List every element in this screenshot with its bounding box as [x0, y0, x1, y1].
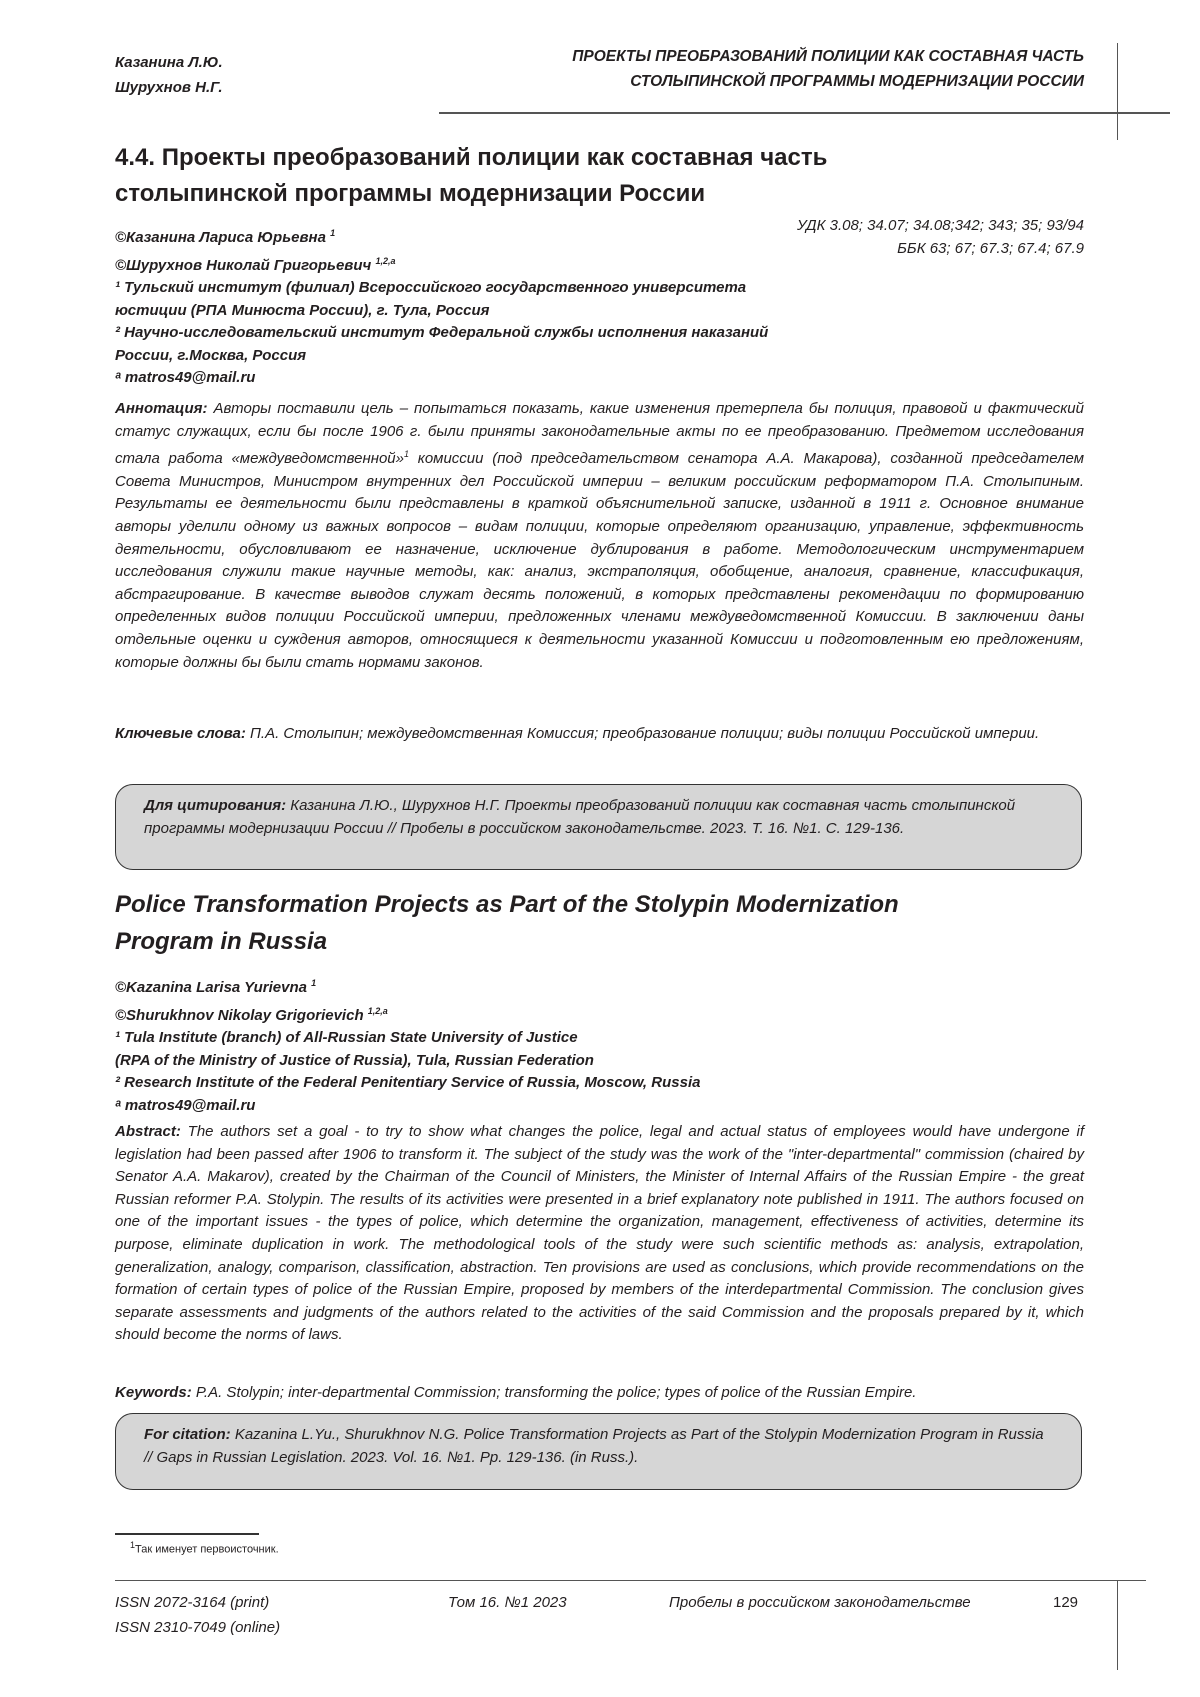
- article-title-en: [115, 886, 1015, 960]
- author-sup: 1,2,a: [375, 256, 395, 266]
- citation-label: Для цитирования:: [144, 797, 286, 814]
- citation-text: Казанина Л.Ю., Шурухнов Н.Г. Проекты преобразований полиции как составная часть столыпинской программы модернизации России // Пробелы в российском законодательстве. 2023. Т. 16. №1. С. 129-136.: [144, 797, 1015, 837]
- bbk: ББК 63; 67; 67.3; 67.4; 67.9: [797, 237, 1084, 260]
- journal-name: Пробелы в российском законодательстве: [669, 1590, 971, 1615]
- keywords-text: П.А. Столыпин; междуведомственная Комиссия; преобразование полиции; виды полиции Российской империи.: [246, 725, 1039, 742]
- keywords-text: P.A. Stolypin; inter-departmental Commission; transforming the police; types of police of the Russian Empire.: [192, 1384, 917, 1401]
- abstract-label: Abstract:: [115, 1123, 181, 1140]
- author-sup: 1: [311, 978, 316, 988]
- issn-print: ISSN 2072-3164 (print): [115, 1590, 280, 1615]
- citation-label: For citation:: [144, 1426, 231, 1443]
- annotation-ru: [115, 398, 1084, 674]
- author-name: ©Kazanina Larisa Yurievna: [115, 979, 307, 996]
- title-line: Program in Russia: [115, 923, 1015, 960]
- page-number: 129: [1053, 1590, 1078, 1615]
- running-author: Шурухнов Н.Г.: [115, 75, 223, 100]
- footnote-text: Так именует первоисточник.: [135, 1544, 279, 1556]
- abstract-text: The authors set a goal - to try to show what changes the police, legal and actual status of employees would have undergone if legislation had been passed after 1906 to transform it. The subject of the study was the work of the "inter-departmental" commission (chaired by Senator A.A. Makarov), created by the Chairman of the Council of Ministers, the Minister of Internal Affairs of the Russian Empire - the great Russian reformer P.A. Stolypin. The results of its activities were presented in a brief explanatory note published in 1911. The authors focused on one of the important issues - the types of police, which determine the organization, management, effectiveness of activities, determine its purpose, eliminate duplication in work. The methodological tools of the study were such scientific methods as: analysis, extrapolation, generalization, analogy, comparison, classification, abstraction. Ten provisions are used as conclusions, which provide recommendations on the formation of certain types of police of the Russian Empire, proposed by members of the interdepartmental Commission. The conclusion gives separate assessments and judgments of the authors related to the activities of the said Commission and the proposals prepared by it, which should become the norms of laws.: [115, 1123, 1084, 1343]
- affiliation: ² Научно-исследовательский институт Федеральной службы исполнения наказаний: [115, 322, 768, 345]
- affiliation: ¹ Тульский институт (филиал) Всероссийского государственного университета: [115, 277, 768, 300]
- article-title-ru: [115, 140, 1015, 212]
- email-link[interactable]: ᵃ matros49@mail.ru: [115, 1095, 700, 1118]
- annotation-text: Авторы поставили цель – попытаться показать, какие изменения претерпела бы полиция, правовой и фактический статус служащих, если бы после 1906 г. были приняты законодательные акты по ее преобразованию. Предметом исследования стала работа «междуведомственной»: [115, 400, 1084, 467]
- running-author: Казанина Л.Ю.: [115, 50, 223, 75]
- author-name: ©Шурухнов Николай Григорьевич: [115, 257, 371, 274]
- running-authors: [115, 50, 223, 100]
- authors-en: [115, 972, 700, 1117]
- footnote-ref[interactable]: 1: [404, 449, 409, 459]
- affiliation: юстиции (РПА Минюста России), г. Тула, Россия: [115, 300, 768, 323]
- title-line: столыпинской программы модернизации России: [115, 176, 1015, 212]
- footnote: [130, 1540, 279, 1556]
- authors-ru: [115, 222, 768, 390]
- author-sup: 1: [330, 228, 335, 238]
- footer-vertical-rule: [1117, 1580, 1118, 1670]
- running-title-line: СТОЛЫПИНСКОЙ ПРОГРАММЫ МОДЕРНИЗАЦИИ РОССИИ: [572, 69, 1084, 94]
- header-vertical-rule: [1117, 43, 1118, 140]
- volume-issue: Том 16. №1 2023: [448, 1590, 567, 1615]
- annotation-text: комиссии (под председательством сенатора А.А. Макарова), созданной председателем Совета Министров, Министром внутренних дел Российской империи – великим российским реформатором П.А. Столыпиным. Результаты ее деятельности были представлены в краткой объяснительной записке, изданной в 1911 г. Основное внимание авторы уделили одному из важных вопросов – видам полиции, которые определяют организацию, управление, эффективность деятельности, обусловливают ее назначение, исключение дублирования в работе. Методологическим инструментарием исследования служили такие научные методы, как: анализ, экстраполяция, обобщение, аналогия, сравнение, классификация, абстрагирование. В качестве выводов служат десять положений, в которых представлены рекомендации по формированию определенных видов полиции Российской империи, предложенных членами междуведомственной Комиссии. В заключении даны отдельные оценки и суждения авторов, относящиеся к деятельности указанной Комиссии и подготовленным ею предложениям, которые должны бы были стать нормами законов.: [115, 450, 1084, 670]
- email-link[interactable]: ᵃ matros49@mail.ru: [115, 367, 768, 390]
- citation-text: Kazanina L.Yu., Shurukhnov N.G. Police Transformation Projects as Part of the Stolypin Modernization Program in Russia // Gaps in Russian Legislation. 2023. Vol. 16. №1. Pp. 129-136. (in Russ.).: [144, 1426, 1044, 1466]
- footer-divider: [115, 1580, 1146, 1581]
- affiliation: ¹ Tula Institute (branch) of All-Russian State University of Justice: [115, 1027, 700, 1050]
- citation-box-ru: [115, 784, 1082, 870]
- author: [115, 972, 700, 1000]
- author: [115, 250, 768, 278]
- running-title: [572, 44, 1084, 94]
- issn-block: [115, 1590, 280, 1640]
- title-line: Police Transformation Projects as Part of the Stolypin Modernization: [115, 886, 1015, 923]
- keywords-label: Keywords:: [115, 1384, 192, 1401]
- affiliation: России, г.Москва, Россия: [115, 345, 768, 368]
- keywords-en: [115, 1382, 1084, 1405]
- issn-online: ISSN 2310-7049 (online): [115, 1615, 280, 1640]
- author-name: ©Shurukhnov Nikolay Grigorievich: [115, 1007, 364, 1024]
- author-name: ©Казанина Лариса Юрьевна: [115, 229, 326, 246]
- affiliation: ² Research Institute of the Federal Penitentiary Service of Russia, Moscow, Russia: [115, 1072, 700, 1095]
- keywords-ru: [115, 723, 1084, 746]
- udk: УДК 3.08; 34.07; 34.08;342; 343; 35; 93/94: [797, 214, 1084, 237]
- classification-codes: [797, 214, 1084, 260]
- title-line: 4.4. Проекты преобразований полиции как составная часть: [115, 140, 1015, 176]
- footnote-divider: [115, 1533, 259, 1535]
- header-divider: [439, 112, 1170, 114]
- author: [115, 1000, 700, 1028]
- keywords-label: Ключевые слова:: [115, 725, 246, 742]
- running-title-line: ПРОЕКТЫ ПРЕОБРАЗОВАНИЙ ПОЛИЦИИ КАК СОСТАВНАЯ ЧАСТЬ: [572, 44, 1084, 69]
- affiliation: (RPA of the Ministry of Justice of Russia), Tula, Russian Federation: [115, 1050, 700, 1073]
- author-sup: 1,2,a: [368, 1006, 388, 1016]
- abstract-en: [115, 1121, 1084, 1347]
- footnote-number: 1: [130, 1540, 135, 1550]
- citation-box-en: [115, 1413, 1082, 1490]
- author: [115, 222, 768, 250]
- annotation-label: Аннотация:: [115, 400, 207, 417]
